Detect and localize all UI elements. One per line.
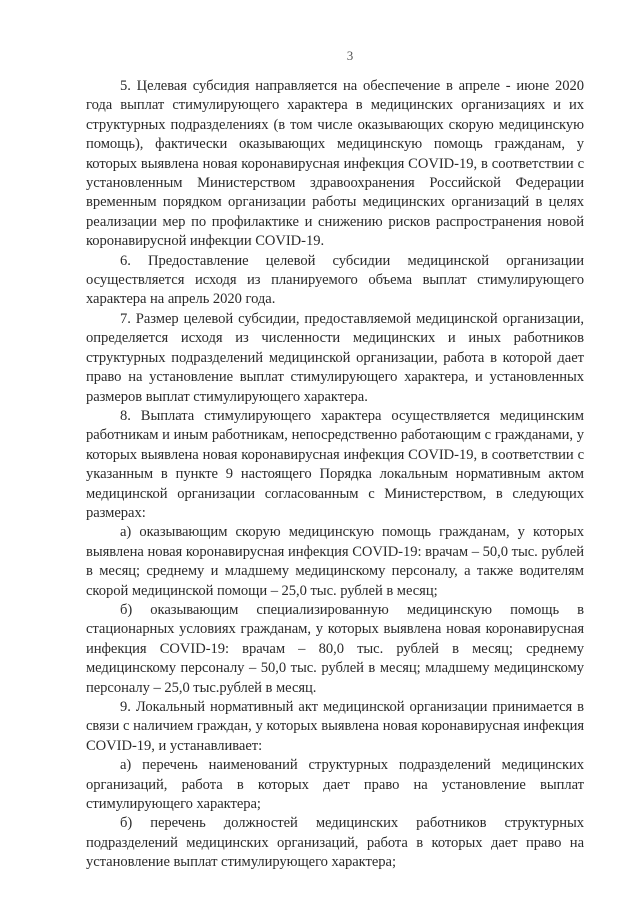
paragraph-8-a: а) оказывающим скорую медицинскую помощь гражданам, у которых выявлена новая коронавирусная инфекция COVID-19: врачам – 50,0 тыс. рублей в месяц; среднему и младшему медицинскому персоналу, а также водителям скорой медицинской помощи – 25,0 тыс. рублей в месяц; bbox=[86, 524, 584, 599]
paragraph-9-b: б) перечень должностей медицинских работников структурных подразделений медицинских организаций, работа в которых дает право на установление выплат стимулирующего характера; bbox=[86, 815, 584, 871]
paragraph-8: 8. Выплата стимулирующего характера осуществляется медицинским работникам и иным работникам, непосредственно работающим с гражданами, у которых выявлена новая коронавирусная инфекция COVID-19, в соответствии с указанным в пункте 9 настоящего Порядка локальным нормативным актом медицинской организации согласованным с Министерством, в следующих размерах: bbox=[86, 407, 584, 521]
page-number: 3 bbox=[346, 48, 354, 63]
paragraph-7: 7. Размер целевой субсидии, предоставляемой медицинской организации, определяется исходя из численности медицинских и иных работников структурных подразделений медицинской организации, работа в которой дает право на установление выплат стимулирующего характера, и установленных размеров выплат стимулирующего характера. bbox=[86, 310, 584, 405]
paragraph-8-b: б) оказывающим специализированную медицинскую помощь в стационарных условиях гражданам, у которых выявлена новая коронавирусная инфекция COVID-19: врачам – 80,0 тыс. рублей в месяц; среднему медицинскому персоналу – 50,0 тыс. рублей в месяц; младшему медицинскому персоналу – 25,0 тыс.рублей в месяц. bbox=[86, 601, 584, 696]
paragraph-9-a: а) перечень наименований структурных подразделений медицинских организаций, работа в которых дает право на установление выплат стимулирующего характера; bbox=[86, 757, 584, 813]
paragraph-6: 6. Предоставление целевой субсидии медицинской организации осуществляется исходя из планируемого объема выплат стимулирующего характера на апрель 2020 года. bbox=[86, 252, 584, 308]
paragraph-5: 5. Целевая субсидия направляется на обеспечение в апреле - июне 2020 года выплат стимулирующего характера в медицинских организациях и их структурных подразделениях (в том числе оказывающих скорую медицинскую помощь), фактически оказывающих медицинскую помощь гражданам, у которых выявлена новая коронавирусная инфекция COVID-19, в соответствии с установленным Министерством здравоохранения Российской Федерации временным порядком организации работы медицинских организаций в целях реализации мер по профилактике и снижению рисков распространения новой коронавирусной инфекции COVID-19. bbox=[86, 78, 584, 250]
paragraph-9: 9. Локальный нормативный акт медицинской организации принимается в связи с наличием граждан, у которых выявлена новая коронавирусная инфекция COVID-19, и устанавливает: bbox=[86, 699, 584, 754]
